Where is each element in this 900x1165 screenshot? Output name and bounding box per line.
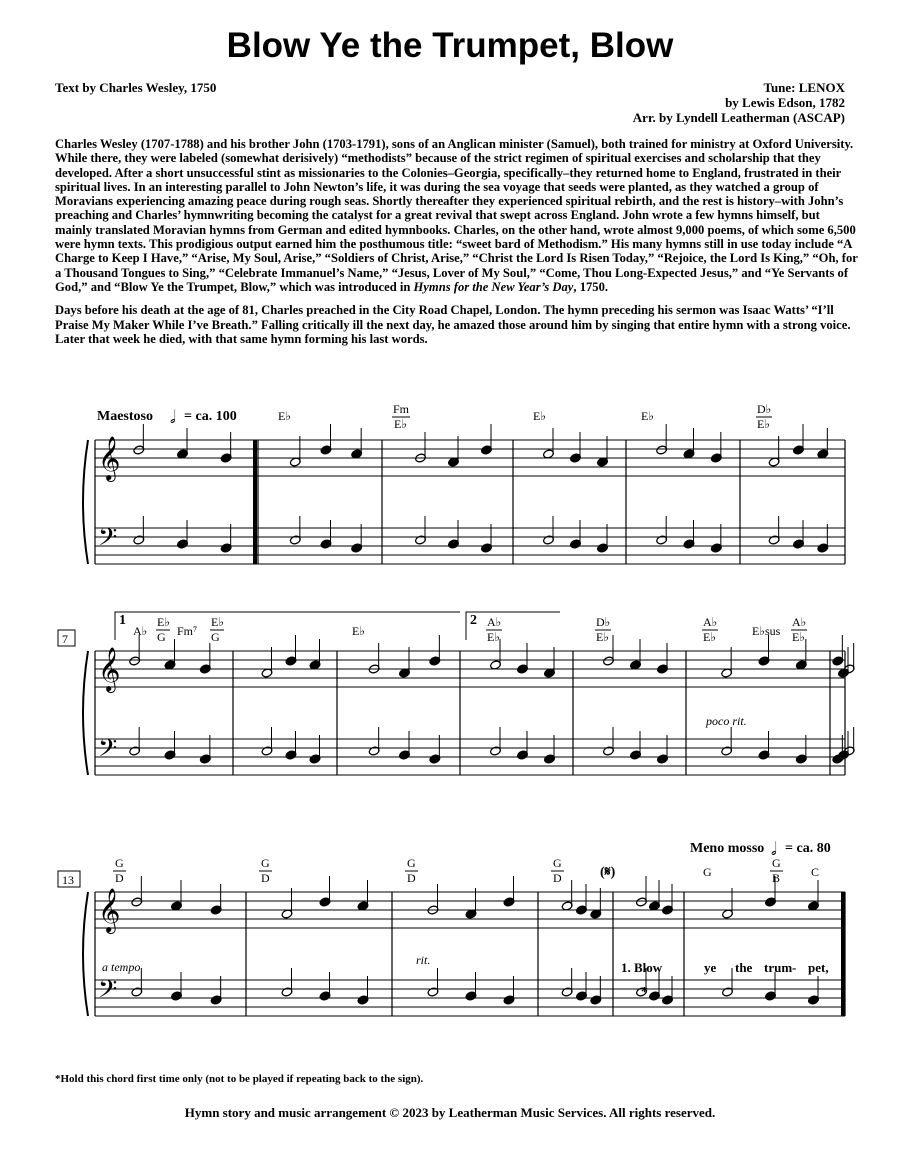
grand-staff-brace [83, 892, 88, 1016]
chord-symbol: D♭ [596, 615, 611, 629]
chord-symbol: Fm⁷ [177, 624, 198, 638]
chord-symbol: E♭ [278, 409, 291, 423]
bass-clef-icon: 𝄢 [98, 976, 118, 1009]
chord-symbol: C [811, 865, 820, 879]
lyric-syllable: trum [764, 960, 793, 975]
chord-symbol: D [115, 871, 124, 885]
lyric-syllable: pet, [808, 960, 829, 975]
chord-symbol: G [703, 865, 712, 879]
chord-symbol: A♭ [133, 624, 148, 638]
treble-clef-icon: 𝄞 [98, 890, 121, 932]
chord-symbol: E♭ [394, 417, 407, 431]
arranger-credit: Arr. by Lyndell Leatherman (ASCAP) [632, 110, 845, 125]
chord-symbol: D [407, 871, 416, 885]
second-ending-bracket [466, 612, 560, 640]
chord-symbol: E♭ [703, 630, 716, 644]
chord-symbol: Fm [393, 402, 410, 416]
composer-credit: by Lewis Edson, 1782 [725, 95, 845, 110]
tempo-marking-1: Maestoso [97, 409, 153, 424]
bass-clef-icon: 𝄢 [98, 735, 118, 768]
chord-symbol: D [553, 871, 562, 885]
text-credit: Text by Charles Wesley, 1750 [55, 80, 217, 95]
story-paragraph-2: Days before his death at the age of 81, Charles preached in the City Road Chapel, London. The hymn preceding his sermon was Isaac Watts’ “I’ll Praise My Maker While I’ve Breath.” Falling critically ill the next day, he amazed those around him by singing that entire hymn with a strong voice. Later that week he died, with that same hymn forming his last words. [55, 303, 851, 346]
lyric-syllable: 1. Blow [621, 960, 663, 975]
chord-symbol: E♭ [352, 624, 365, 638]
measure-number: 13 [62, 873, 74, 887]
treble-clef-icon: 𝄞 [98, 438, 121, 480]
lyric-syllable: - [792, 960, 797, 975]
treble-clef-icon: 𝄞 [98, 649, 121, 691]
lyric-syllable: the [735, 960, 753, 975]
chord-symbol: E♭sus [752, 624, 781, 638]
chord-symbol: G [115, 856, 124, 870]
chord-symbol: E♭ [487, 630, 500, 644]
page-title: Blow Ye the Trumpet, Blow [226, 26, 674, 65]
ending-number: 2 [470, 613, 477, 628]
expression-poco-rit: poco rit. [706, 714, 747, 728]
chord-symbol: G [261, 856, 270, 870]
chord-symbol: A♭ [487, 615, 502, 629]
chord-symbol: G [407, 856, 416, 870]
tune-name: Tune: LENOX [763, 80, 845, 95]
chord-symbol: G [157, 630, 166, 644]
tempo-marking-2: Meno mosso [690, 841, 765, 856]
chord-symbol: E♭ [211, 615, 224, 629]
chord-symbol: E♭ [757, 417, 770, 431]
grand-staff-brace [83, 440, 88, 564]
tempo-value-2: = ca. 80 [785, 841, 831, 856]
chord-symbol: G [772, 856, 781, 870]
half-note-icon: 𝅗𝅥 [771, 839, 777, 859]
chord-symbol: D [261, 871, 270, 885]
tempo-value-1: = ca. 100 [184, 409, 237, 424]
footnote-asterisk: * [641, 985, 648, 1000]
chord-symbol: G [211, 630, 220, 644]
chord-symbol: E♭ [792, 630, 805, 644]
chord-symbol: E♭ [641, 409, 654, 423]
chord-symbol: E♭ [596, 630, 609, 644]
bass-clef-icon: 𝄢 [98, 524, 118, 557]
story-text-end: , 1750. [573, 279, 609, 294]
half-note-icon: 𝅗𝅥 [170, 407, 176, 427]
lyric-syllable: ye [704, 960, 717, 975]
story-book-title: Hymns for the New Year’s Day [413, 279, 574, 294]
chord-symbol: B [772, 871, 781, 885]
chord-symbol: A♭ [792, 615, 807, 629]
chord-symbol: D♭ [757, 402, 772, 416]
grand-staff-brace [83, 651, 88, 775]
expression-rit: rit. [416, 953, 431, 967]
chord-symbol: G [553, 856, 562, 870]
chord-symbol: E♭ [157, 615, 170, 629]
chord-symbol: A♭ [703, 615, 718, 629]
footnote: *Hold this chord first time only (not to be played if repeating back to the sign). [55, 1073, 424, 1085]
measure-number: 7 [62, 632, 68, 646]
story-text: Charles Wesley (1707-1788) and his brother John (1703-1791), sons of an Anglican minister (Samuel), both trained for ministry at Oxford University. While there, they were labeled (somewhat derisively) “methodists” because of the strict regimen of spiritual exercises and scholarship that they developed. After a short unsuccessful stint as missionaries to the Colonies–Georgia, specifically–they returned home to England, frustrated in their spiritual lives. In an interesting parallel to John Newton’s life, it was during the sea voyage that seeds were planted, as they watched a group of Moravians experiencing amazing peace during rough seas. Shortly thereafter they experienced spiritual rebirth, and the rest is history–with John’s preaching and Charles’ hymnwriting becoming the catalyst for a great revival that swept across England. John wrote a few hymns himself, but mainly translated Moravian hymns from German and edited hymnbooks. Charles, on the other hand, wrote almost 9,000 poems, of which some 6,500 were hymn texts. This prodigious output earned him the posthumous title: “sweet bard of Methodism.” His many hymns still in use today include “A Charge to Keep I Have,” “Arise, My Soul, Arise,” “Soldiers of Christ, Arise,” “Christ the Lord Is Risen Today,” “Rejoice, the Lord Is King,” “Oh, for a Thousand Tongues to Sing,” “Celebrate Immanuel’s Name,” “Jesus, Lover of My Soul,” “Come, Thou Long-Expected Jesus,” and “Ye Servants of God,” and “Blow Ye the Trumpet, Blow,” which was introduced in [55, 137, 858, 294]
copyright: Hymn story and music arrangement © 2023 by Leatherman Music Services. All rights reserved. [184, 1105, 716, 1120]
segno-sign: (𝄋) [600, 865, 616, 880]
chord-symbol: E♭ [533, 409, 546, 423]
ending-number: 1 [119, 613, 126, 628]
expression-a-tempo: a tempo [102, 960, 141, 974]
